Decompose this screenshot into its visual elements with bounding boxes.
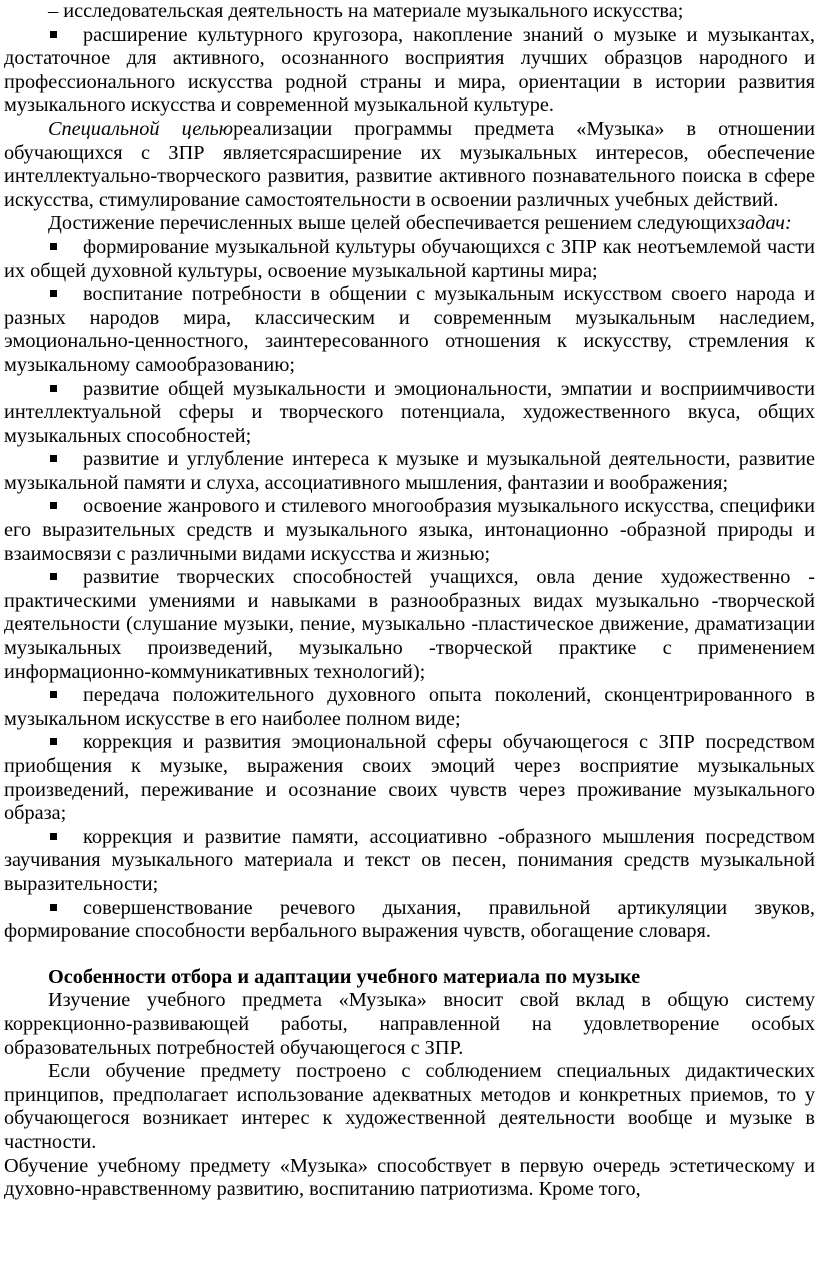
task-item: [4, 283, 815, 377]
bullet-item: [4, 24, 815, 118]
square-bullet-icon: [50, 833, 57, 840]
square-bullet-icon: [50, 691, 57, 698]
square-bullet-icon: [50, 738, 57, 745]
task-text: освоение жанрового и стилевого многообразия музыкального искусства, специфики его выразительных средств и музыкального языка, интонационно -образной природы и взаимосвязи с различными видами искусства и жизнью;: [4, 495, 815, 565]
intro-line: – исследовательская деятельность на материале музыкального искусства;: [48, 0, 684, 22]
square-bullet-icon: [50, 243, 57, 250]
task-item: [4, 897, 815, 944]
bullet-text: расширение культурного кругозора, накопление знаний о музыке и музыкантах, достаточное для активного, осознанного восприятия лучших образцов народного и профессионального искусства родной страны и мира, ориентации в истории развития музыкального искусства и современной музыкальной культуре.: [4, 23, 815, 117]
task-text: коррекция и развитие памяти, ассоциативно -образного мышления посредством заучивания музыкального материала и текст ов песен, понимания средств музыкальной выразительности;: [4, 825, 815, 895]
tasks-intro-text: Достижение перечисленных выше целей обеспечивается решением следующих: [48, 212, 738, 235]
task-item: [4, 378, 815, 449]
special-goal-paragraph: [4, 118, 815, 212]
special-goal-italic: Специальной целью: [48, 117, 234, 140]
body-paragraph: Изучение учебного предмета «Музыка» вносит свой вклад в общую систему коррекционно-развивающей работы, направленной на удовлетворение особых образовательных потребностей обучающегося с ЗПР.: [4, 989, 815, 1059]
body-paragraph-last: Обучение учебному предмету «Музыка» способствует в первую очередь эстетическому и духовно-нравственному развитию, воспитанию патриотизма. Кроме того,: [4, 1154, 815, 1201]
task-text: формирование музыкальной культуры обучающихся с ЗПР как неотъемлемой части их общей духовной культуры, освоение музыкальной картины мира;: [4, 235, 815, 282]
task-item: [4, 448, 815, 495]
task-text: совершенствование речевого дыхания, правильной артикуляции звуков, формирование способности вербального выражения чувств, обогащение словаря.: [4, 896, 815, 943]
task-text: развитие и углубление интереса к музыке и музыкальной деятельности, развитие музыкальной памяти и слуха, ассоциативного мышления, фантазии и воображения;: [4, 448, 815, 494]
task-item: [4, 495, 815, 566]
task-item: [4, 236, 815, 283]
spacer: [4, 944, 815, 966]
square-bullet-icon: [50, 502, 57, 509]
task-text: развитие общей музыкальности и эмоциональности, эмпатии и восприимчивости интеллектуальной сферы и творческого потенциала, художественного вкуса, общих музыкальных способностей;: [4, 377, 815, 447]
task-text: коррекция и развития эмоциональной сферы обучающегося с ЗПР посредством приобщения к музыке, выражения своих эмоций через восприятие музыкальных произведений, переживание и осознание своих чувств через проживание музыкального образа;: [4, 731, 815, 825]
body-paragraph: Если обучение предмету построено с соблюдением специальных дидактических принципов, предполагает использование адекватных методов и конкретных приемов, то у обучающегося возникает интерес к художественной деятельности вообще и музыке в частности.: [4, 1060, 815, 1153]
square-bullet-icon: [50, 290, 57, 297]
task-text: передача положительного духовного опыта поколений, сконцентрированного в музыкальном искусстве в его наиболее полном виде;: [4, 684, 815, 730]
task-item: [4, 731, 815, 825]
section-heading: Особенности отбора и адаптации учебного материала по музыке: [48, 965, 641, 988]
task-item: [4, 566, 815, 684]
task-item: [4, 684, 815, 731]
task-item: [4, 826, 815, 897]
tasks-intro-paragraph: [4, 212, 815, 236]
square-bullet-icon: [50, 455, 57, 462]
task-text: воспитание потребности в общении с музыкальным искусством своего народа и разных народов мира, классическим и современным музыкальным наследием, эмоционально-ценностного, заинтересованного отношения к искусству, стремления к музыкальному самообразованию;: [4, 283, 815, 376]
special-goal-text: реализации программы предмета «Музыка» в отношении обучающихся с ЗПР являетсярасширение их музыкальных интересов, обеспечение интеллектуально-творческого развития, развитие активного познавательного поиска в сфере искусства, стимулирование самостоятельности в освоении различных учебных действий.: [4, 117, 816, 211]
tasks-intro-italic: задач:: [737, 212, 792, 235]
square-bullet-icon: [50, 385, 57, 392]
square-bullet-icon: [50, 31, 57, 38]
square-bullet-icon: [50, 573, 57, 580]
square-bullet-icon: [50, 904, 57, 911]
task-text: развитие творческих способностей учащихся, овла дение художественно - практическими умениями и навыками в разнообразных видах музыкально -творческой деятельности (слушание музыки, пение, музыкально -пластическое движение, драматизации музыкальных произведений, музыкально -творческой практике с применением информационно-коммуникативных технологий);: [4, 566, 815, 683]
